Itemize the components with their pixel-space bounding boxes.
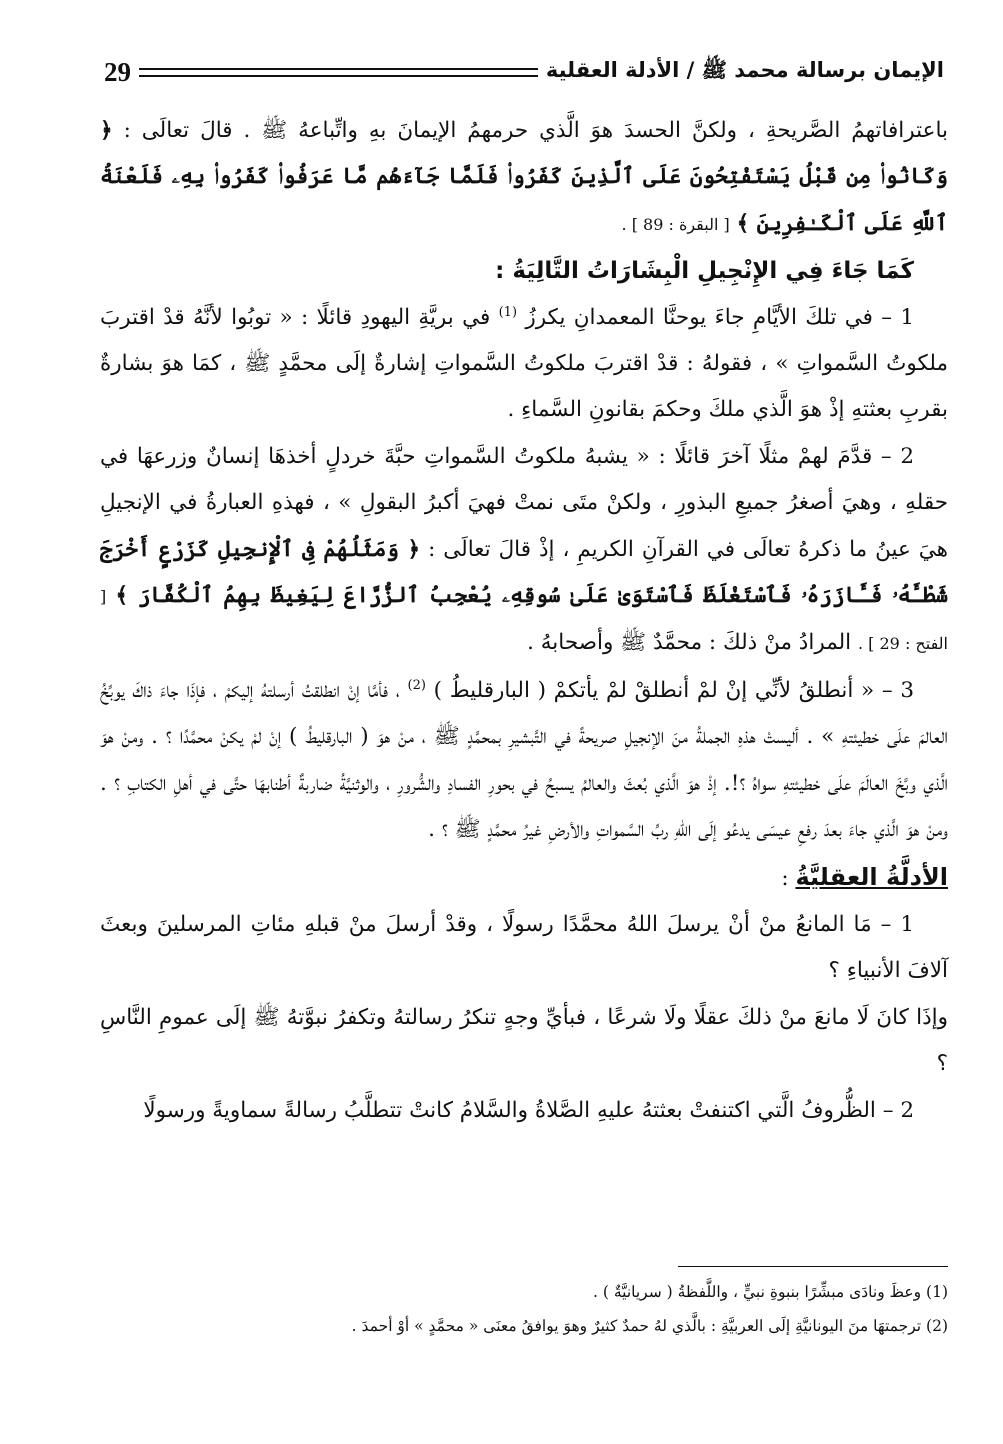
verse-reference-fath: [ الفتح : 29 ] . bbox=[100, 587, 948, 654]
item1-text-b: في بريَّةِ اليهودِ قائلًا : « توبُوا لأنَّهُ قدْ اقتربَ ملكوتُ السَّمواتِ » ، فقولهُ : قدْ اقتربَ ملكوتُ السَّمواتِ إشارةٌ إلَى محمَّدٍ ﷺ ، كمَا هوَ بشارةٌ بقربِ بعثتهِ إذْ هوَ الَّذي ملكَ وحكمَ بقانونِ السَّماءِ . bbox=[100, 304, 948, 423]
rational-proof-1-continued: وإذَا كانَ لَا مانعَ منْ ذلكَ عقلًا ولَا شرعًا ، فبأيِّ وجهٍ تنكرُ رسالتهُ وتكفرُ نبوَّتهُ ﷺ إلَى عمومِ النَّاسِ ؟ bbox=[100, 1004, 948, 1077]
footnote-marker-1: (1) bbox=[498, 304, 518, 320]
footnote-1: (1) وعظَ ونادَى مبشِّرًا بنبوةِ نبيٍّ ، واللَّفظةُ ( سريانيَّةٌ ) . bbox=[593, 1283, 948, 1301]
quran-verse-baqarah: ﴿ وَكَانُوا۟ مِن قَبْلُ يَسْتَفْتِحُونَ عَلَى ٱلَّذِينَ كَفَرُوا۟ فَلَمَّا جَآءَهُم مَّا عَرَفُوا۟ كَفَرُوا۟ بِهِۦ فَلَعْنَةُ ٱللَّهِ عَلَى ٱلْكَـٰفِرِينَ ﴾ bbox=[100, 118, 948, 236]
verse-reference-baqarah: [ البقرة : 89 ] . bbox=[621, 214, 730, 234]
gospel-subheading: كَمَا جَاءَ فِي الإِنْجِيلِ الْبِشَارَاتُ التَّالِيَةُ : bbox=[495, 258, 914, 285]
header-rule bbox=[139, 68, 538, 77]
item2-text-a: 2 – قدَّمَ لهمْ مثلًا آخرَ قائلًا : « يشبهُ ملكوتُ السَّمواتِ حبَّةَ خردلٍ أخذهَا إنسانٌ وزرعهَا في حقلهِ ، وهيَ أصغرُ جميعِ البذورِ ، ولكنْ متَى نمتْ فهيَ أكبرُ البقولِ » ، فهذهِ العبارةُ في الإنجيلِ هيَ عينُ ما ذكرهُ تعالَى في القرآنِ الكريمِ ، إذْ قالَ تعالَى : bbox=[100, 443, 949, 562]
running-head: الإيمان برسالة محمد ﷺ / الأدلة العقلية bbox=[545, 57, 944, 82]
section-heading-row bbox=[100, 854, 948, 902]
quran-verse-fath: ﴿ وَمَثَلُهُمْ فِى ٱلْإِنجِيلِ كَزَرْعٍ أَخْرَجَ شَطْـَٔهُۥ فَـَٔازَرَهُۥ فَٱسْتَغْلَظَ فَٱسْتَوَىٰ عَلَىٰ سُوقِهِۦ يُعْجِبُ ٱلزُّرَّاعَ لِيَغِيظَ بِهِمُ ٱلْكُفَّارَ ﴾ bbox=[100, 536, 948, 609]
footnote-marker-2: (2) bbox=[407, 677, 426, 693]
gospel-item-3 bbox=[100, 668, 948, 854]
item3-text-b: ، فأمَّا إنْ انطلقتُ أرسلتهُ إليكمْ ، فإذَا جاءَ ذاكَ يوبِّخُ العالمَ علَى خطيئتهِ » . أليستْ هذهِ الجملةُ منَ الإنجيلِ صريحةً في التَّبشيرِ بمحمَّدٍ ﷺ ، منْ هوَ ( البارقليطُ ) إنْ لمْ يكنْ محمَّدًا ؟ . ومنْ هوَ الَّذي وبَّخَ العالَمَ علَى خطيئتهِ سواهُ ؟!. إذْ هوَ الَّذي بُعثَ والعالمُ يسبحُ في بحورِ الفسادِ والشُّرورِ ، والوثنيَّةُ ضاربةٌ أطنابهَا حتَّى في أهلِ الكتابِ ؟ . ومنْ هوَ الَّذي جاءَ بعدَ رفعِ عيسَى يدعُو إلَى اللهِ ربِّ السَّمواتِ والأرضِ غيرُ محمَّدٍ ﷺ ؟ . bbox=[100, 677, 948, 843]
rational-proof-1: 1 – مَا المانعُ منْ أنْ يرسلَ اللهُ محمَّدًا رسولًا ، وقدْ أرسلَ منْ قبلهِ مئاتِ المرسلينَ وبعثَ آلافَ الأنبياءِ ؟ bbox=[100, 911, 948, 984]
paragraph-intro bbox=[100, 108, 948, 248]
item3-text-a: 3 – « أنطلقُ لأنِّي إنْ لمْ أنطلقْ لمْ يأتكمْ ( البارقليطُ ) bbox=[433, 677, 914, 703]
rational-proof-2: 2 – الظُّروفُ الَّتي اكتنفتْ بعثتهُ عليهِ الصَّلاةُ والسَّلامُ كانتْ تتطلَّبُ رسالةً سماويةً ورسولًا bbox=[143, 1097, 914, 1123]
page-header bbox=[104, 52, 944, 92]
page-number: 29 bbox=[104, 56, 131, 87]
intro-text: باعترافاتهمُ الصَّريحةِ ، ولكنَّ الحسدَ هوَ الَّذي حرمهمُ الإيمانَ بهِ واتِّباعهُ ﷺ . قالَ تعالَى : bbox=[123, 118, 948, 143]
section-title: الأدلَّةُ العقليَّةُ bbox=[795, 862, 948, 891]
main-text bbox=[100, 108, 948, 1134]
footnote-2: (2) ترجمتهَا منَ اليونانيَّةِ إلَى العربيَّةِ : بالَّذي لهُ حمدٌ كثيرٌ وهوَ يوافقُ معنَى « محمَّدٍ » أوْ أحمدَ . bbox=[351, 1317, 948, 1335]
gospel-item-2 bbox=[100, 434, 948, 668]
section-colon: : bbox=[781, 865, 796, 891]
gospel-item-1 bbox=[100, 295, 948, 434]
item2-text-b: المرادُ منْ ذلكَ : محمَّدٌ ﷺ وأصحابهُ . bbox=[527, 630, 852, 656]
footnotes bbox=[100, 1275, 948, 1343]
item1-text-a: 1 – في تلكَ الأيَّامِ جاءَ يوحنَّا المعمدانِ يكرزُ bbox=[525, 304, 914, 330]
